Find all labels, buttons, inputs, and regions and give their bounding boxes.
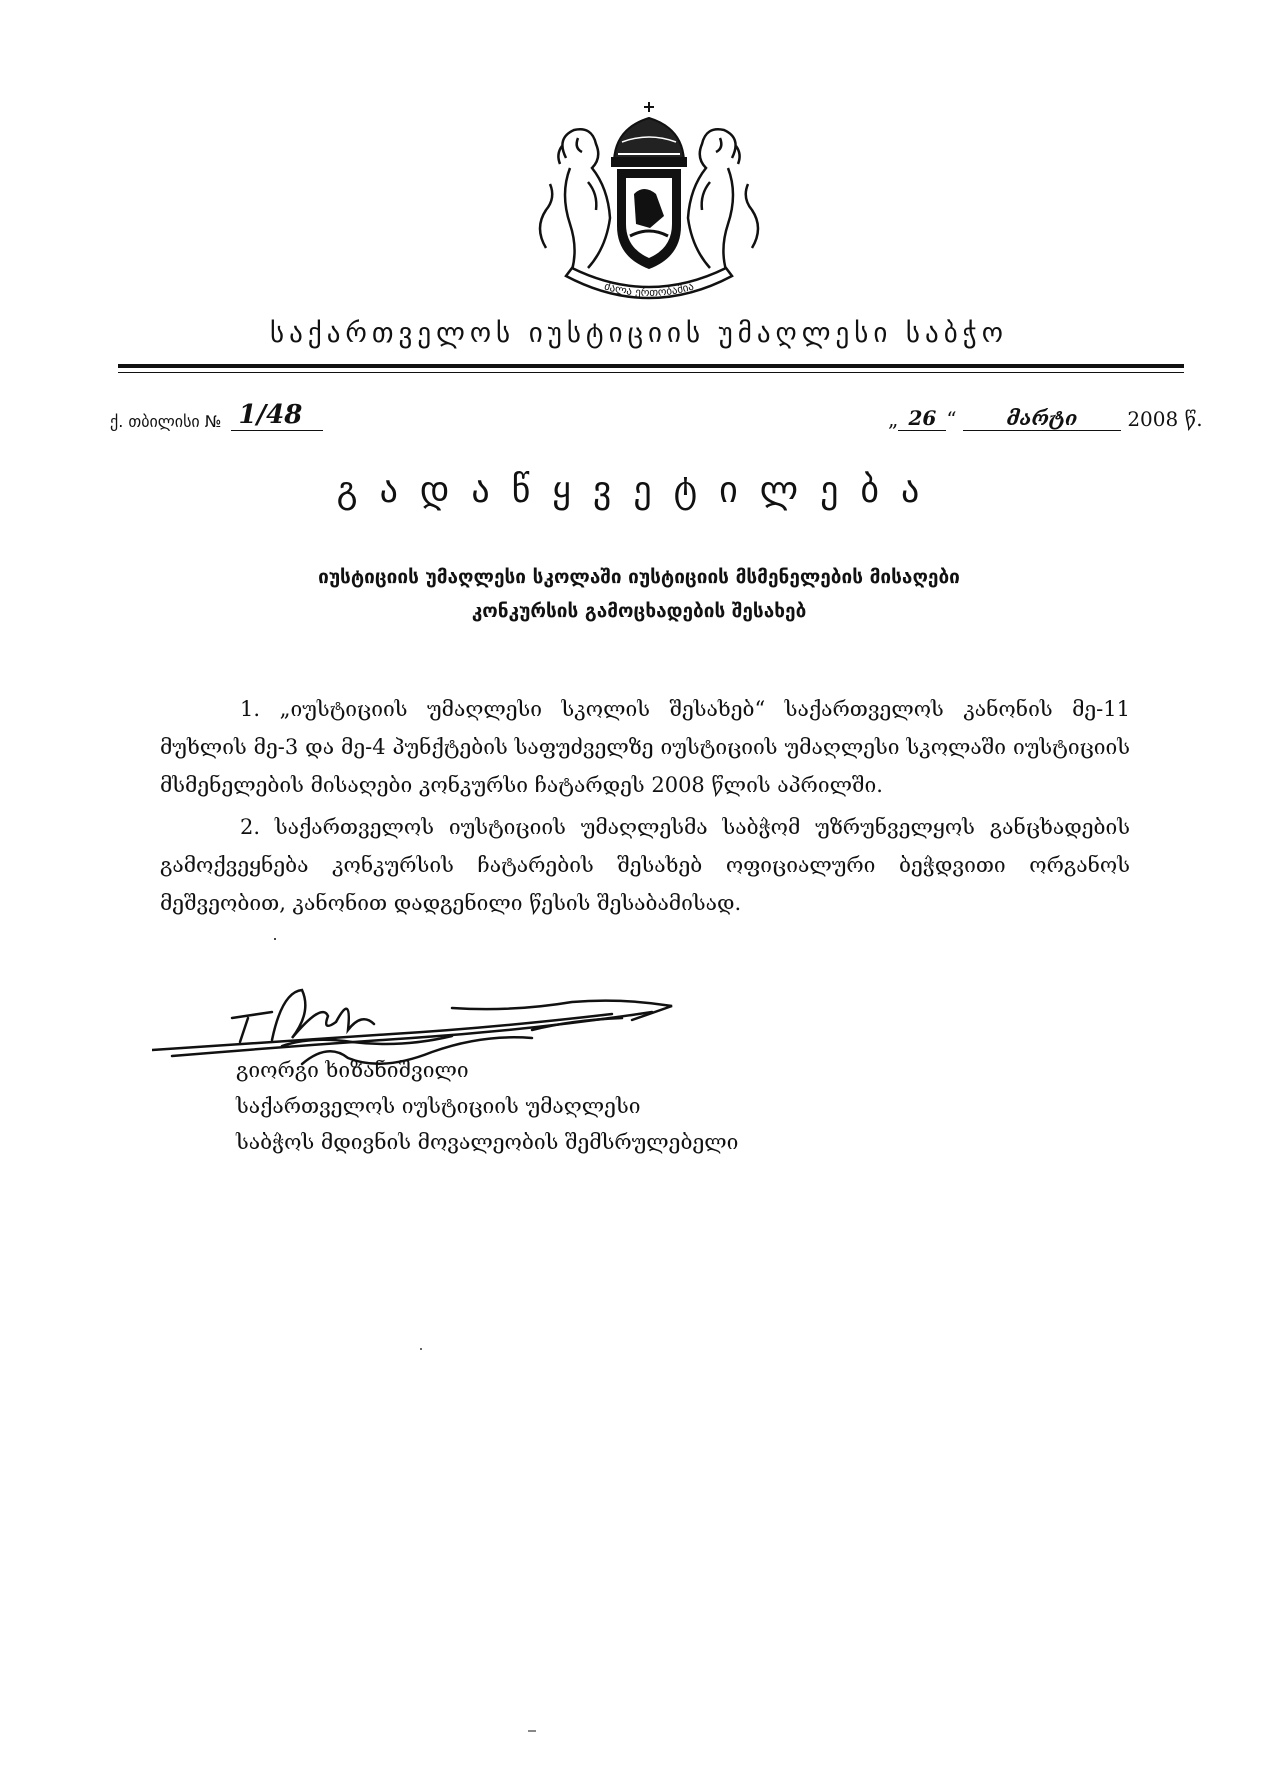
document-number: 1/48 bbox=[238, 400, 303, 430]
date-line bbox=[888, 406, 1203, 431]
month-field bbox=[963, 406, 1121, 431]
subject-line-1: იუსტიციის უმაღლესი სკოლაში იუსტიციის მსმენელების მისაღები bbox=[318, 566, 960, 588]
signer-position-line-1: საქართველოს იუსტიციის უმაღლესი bbox=[236, 1094, 641, 1118]
organization-title: საქართველოს იუსტიციის უმაღლესი საბჭო bbox=[270, 318, 1008, 349]
date-close-quote: “ bbox=[946, 407, 957, 431]
day-field bbox=[898, 406, 946, 431]
emblem-motto: ძალა ერთობაშია bbox=[602, 279, 696, 300]
decision-item-2: 2. საქართველოს იუსტიციის უმაღლესმა საბჭომ უზრუნველყოს განცხადების გამოქვეყნება კონკურსის ჩატარების შესახებ ოფიციალური ბეჭდვითი ორგანოს მეშვეობით, კანონით დადგენილი წესის შესაბამისად. bbox=[160, 815, 1130, 915]
signer-name: გიორგი ხიზანიშვილი bbox=[236, 1058, 469, 1082]
date-open-quote: „ bbox=[888, 407, 899, 431]
decision-subject bbox=[0, 560, 1278, 628]
mark-dot bbox=[274, 938, 276, 940]
number-field bbox=[231, 400, 323, 431]
scan-speck bbox=[528, 1730, 536, 1732]
header-rule-thin bbox=[118, 372, 1184, 373]
date-day: 26 bbox=[908, 406, 937, 430]
signer-position-line-2: საბჭოს მდივნის მოვალეობის შემსრულებელი bbox=[236, 1130, 739, 1154]
place-and-number bbox=[110, 400, 323, 431]
header-rule-thick bbox=[118, 364, 1184, 368]
decision-item-1: 1. „იუსტიციის უმაღლესი სკოლის შესახებ“ საქართველოს კანონის მე-11 მუხლის მე-3 და მე-4 პუნქტების საფუძველზე იუსტიციის უმაღლესი სკოლაში იუსტიციის მსმენელების მისაღები კონკურსი ჩატარდეს 2008 წლის აპრილში. bbox=[160, 697, 1130, 797]
date-month: მარტი bbox=[1006, 406, 1078, 430]
subject-line-2: კონკურსის გამოცხადების შესახებ bbox=[471, 600, 807, 622]
scan-speck bbox=[420, 1348, 422, 1350]
date-year: 2008 წ. bbox=[1127, 407, 1203, 431]
document-title: გადაწყვეტილება bbox=[336, 470, 942, 511]
decision-body bbox=[160, 690, 1130, 926]
svg-text:ძალა ერთობაშია bbox=[603, 279, 696, 299]
signer-block bbox=[236, 1052, 738, 1160]
place-label: ქ. თბილისი № bbox=[110, 412, 222, 431]
coat-of-arms-emblem bbox=[526, 98, 772, 312]
